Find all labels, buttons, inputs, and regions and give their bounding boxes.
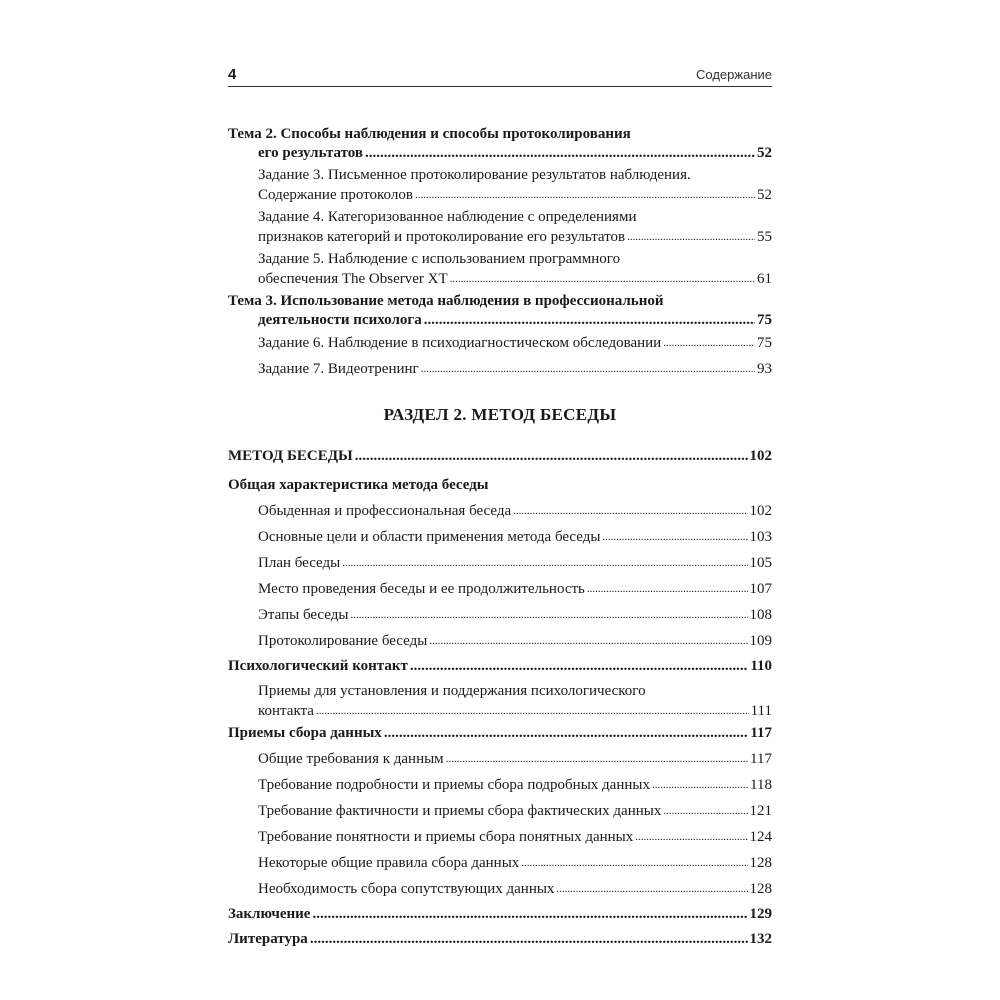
toc-entry-text: Требование подробности и приемы сбора подробных данных bbox=[258, 777, 650, 793]
leader-dots bbox=[424, 311, 755, 330]
toc-entry-text: Некоторые общие правила сбора данных bbox=[258, 855, 520, 871]
toc-entry-text: Требование понятности и приемы сбора понятных данных bbox=[258, 829, 634, 845]
toc-page-number: 128 bbox=[749, 881, 772, 897]
toc-page-number: 128 bbox=[749, 855, 772, 871]
toc-entry-text: Необходимость сбора сопутствующих данных bbox=[258, 881, 555, 897]
toc-entry[interactable] bbox=[228, 853, 772, 873]
leader-dots bbox=[342, 553, 747, 573]
toc-entry-task-5[interactable] bbox=[228, 250, 772, 289]
leader-dots bbox=[663, 801, 747, 821]
leader-dots bbox=[587, 579, 748, 599]
toc-entry-text: обеспечения The Observer XT bbox=[258, 271, 448, 287]
toc-entry-data[interactable] bbox=[228, 724, 772, 743]
toc-entry-method[interactable] bbox=[228, 447, 772, 466]
toc-entry-text: Содержание протоколов bbox=[258, 187, 413, 203]
toc-entry-text: Приемы сбора данных bbox=[228, 725, 382, 741]
toc-entry-text: Задание 5. Наблюдение с использованием программного bbox=[258, 251, 621, 267]
leader-dots bbox=[602, 527, 747, 547]
running-title: Содержание bbox=[696, 67, 772, 82]
toc-entry-text: Задание 3. Письменное протоколирование результатов наблюдения. bbox=[258, 167, 691, 183]
toc-page-number: 117 bbox=[750, 751, 772, 767]
section-title: РАЗДЕЛ 2. МЕТОД БЕСЕДЫ bbox=[383, 405, 617, 424]
toc-page-number: 105 bbox=[749, 555, 772, 571]
toc-entry-text: Задание 7. Видеотренинг bbox=[258, 361, 419, 377]
toc-entry-text: Задание 4. Категоризованное наблюдение с определениями bbox=[258, 209, 637, 225]
leader-dots bbox=[450, 269, 755, 289]
toc-entry-text: Требование фактичности и приемы сбора фактических данных bbox=[258, 803, 662, 819]
leader-dots bbox=[446, 749, 748, 769]
toc-entry[interactable] bbox=[228, 775, 772, 795]
toc-entry-text: Протоколирование беседы bbox=[258, 633, 428, 649]
toc-page-number: 55 bbox=[757, 229, 772, 245]
toc-entry-conclusion[interactable] bbox=[228, 905, 772, 924]
toc-entry[interactable] bbox=[228, 827, 772, 847]
leader-dots bbox=[652, 775, 748, 795]
toc-page-number: 103 bbox=[749, 529, 772, 545]
toc-entry-contact[interactable] bbox=[228, 657, 772, 676]
leader-dots bbox=[635, 827, 747, 847]
toc-entry-task-3[interactable] bbox=[228, 166, 772, 205]
toc-page-number: 93 bbox=[757, 361, 772, 377]
toc-entry-text: План беседы bbox=[258, 555, 341, 571]
leader-dots bbox=[421, 359, 755, 379]
toc-entry-text: МЕТОД БЕСЕДЫ bbox=[228, 448, 353, 464]
toc-entry[interactable] bbox=[228, 605, 772, 625]
leader-dots bbox=[415, 185, 755, 205]
toc-page-number: 121 bbox=[749, 803, 772, 819]
toc-entry-text: признаков категорий и протоколирование его результатов bbox=[258, 229, 626, 245]
leader-dots bbox=[513, 501, 747, 521]
leader-dots bbox=[312, 905, 747, 924]
running-header bbox=[228, 66, 772, 87]
toc-entry-text: Основные цели и области применения метода беседы bbox=[258, 529, 601, 545]
toc-page-number: 118 bbox=[750, 777, 772, 793]
toc-entry-text: контакта bbox=[258, 703, 314, 719]
leader-dots bbox=[384, 724, 749, 743]
leader-dots bbox=[410, 657, 748, 676]
toc-page-number: 129 bbox=[749, 906, 772, 922]
toc-page-number: 107 bbox=[749, 581, 772, 597]
toc-entry-text: Место проведения беседы и ее продолжительность bbox=[258, 581, 585, 597]
toc-page-number: 117 bbox=[750, 725, 772, 741]
table-of-contents bbox=[228, 125, 772, 955]
toc-entry-topic-2[interactable] bbox=[228, 125, 772, 163]
toc-entry[interactable] bbox=[228, 579, 772, 599]
toc-entry-text: Психологический контакт bbox=[228, 658, 408, 674]
toc-entry-task-7[interactable] bbox=[228, 359, 772, 379]
leader-dots bbox=[350, 605, 747, 625]
toc-entry-text: Заключение bbox=[228, 906, 311, 922]
leader-dots bbox=[556, 879, 747, 899]
toc-entry-topic-3[interactable] bbox=[228, 292, 772, 330]
toc-page-number: 102 bbox=[749, 448, 772, 464]
toc-page-number: 108 bbox=[749, 607, 772, 623]
leader-dots bbox=[521, 853, 747, 873]
toc-page-number: 52 bbox=[757, 145, 772, 161]
toc-page-number: 52 bbox=[757, 187, 772, 203]
toc-entry[interactable] bbox=[228, 631, 772, 651]
toc-page-number: 110 bbox=[750, 658, 772, 674]
leader-dots bbox=[316, 701, 749, 721]
leader-dots bbox=[663, 333, 755, 353]
toc-entry-task-4[interactable] bbox=[228, 208, 772, 247]
toc-page-number: 75 bbox=[757, 312, 772, 328]
toc-entry-text: Обыденная и профессиональная беседа bbox=[258, 503, 512, 519]
toc-entry-text: Тема 2. Способы наблюдения и способы протоколирования bbox=[228, 126, 631, 142]
toc-entry-text: деятельности психолога bbox=[258, 312, 422, 328]
toc-entry[interactable] bbox=[228, 879, 772, 899]
toc-entry-text: Литература bbox=[228, 931, 308, 947]
page-number: 4 bbox=[228, 66, 237, 83]
toc-page-number: 75 bbox=[757, 335, 772, 351]
toc-page-number: 102 bbox=[749, 503, 772, 519]
toc-entry-text: Общие требования к данным bbox=[258, 751, 444, 767]
toc-entry-text: Задание 6. Наблюдение в психодиагностическом обследовании bbox=[258, 335, 662, 351]
toc-entry-text: Приемы для установления и поддержания психологического bbox=[258, 683, 646, 699]
toc-entry-text: Этапы беседы bbox=[258, 607, 349, 623]
toc-page-number: 132 bbox=[749, 931, 772, 947]
toc-entry[interactable] bbox=[228, 501, 772, 521]
toc-page-number: 124 bbox=[749, 829, 772, 845]
toc-entry-task-6[interactable] bbox=[228, 333, 772, 353]
toc-entry[interactable] bbox=[228, 527, 772, 547]
toc-page-number: 61 bbox=[757, 271, 772, 287]
leader-dots bbox=[627, 227, 755, 247]
toc-page-number: 111 bbox=[750, 703, 772, 719]
toc-entry[interactable] bbox=[228, 801, 772, 821]
leader-dots bbox=[429, 631, 747, 651]
toc-entry-literature[interactable] bbox=[228, 930, 772, 949]
toc-subheading: Общая характеристика метода беседы bbox=[228, 477, 489, 493]
toc-page-number: 109 bbox=[749, 633, 772, 649]
leader-dots bbox=[355, 447, 748, 466]
leader-dots bbox=[365, 144, 755, 163]
toc-entry-text: его результатов bbox=[258, 145, 364, 161]
toc-entry[interactable] bbox=[228, 682, 772, 721]
toc-entry[interactable] bbox=[228, 749, 772, 769]
leader-dots bbox=[310, 930, 748, 949]
toc-entry-text: Тема 3. Использование метода наблюдения в профессиональной bbox=[228, 293, 664, 309]
toc-entry[interactable] bbox=[228, 553, 772, 573]
